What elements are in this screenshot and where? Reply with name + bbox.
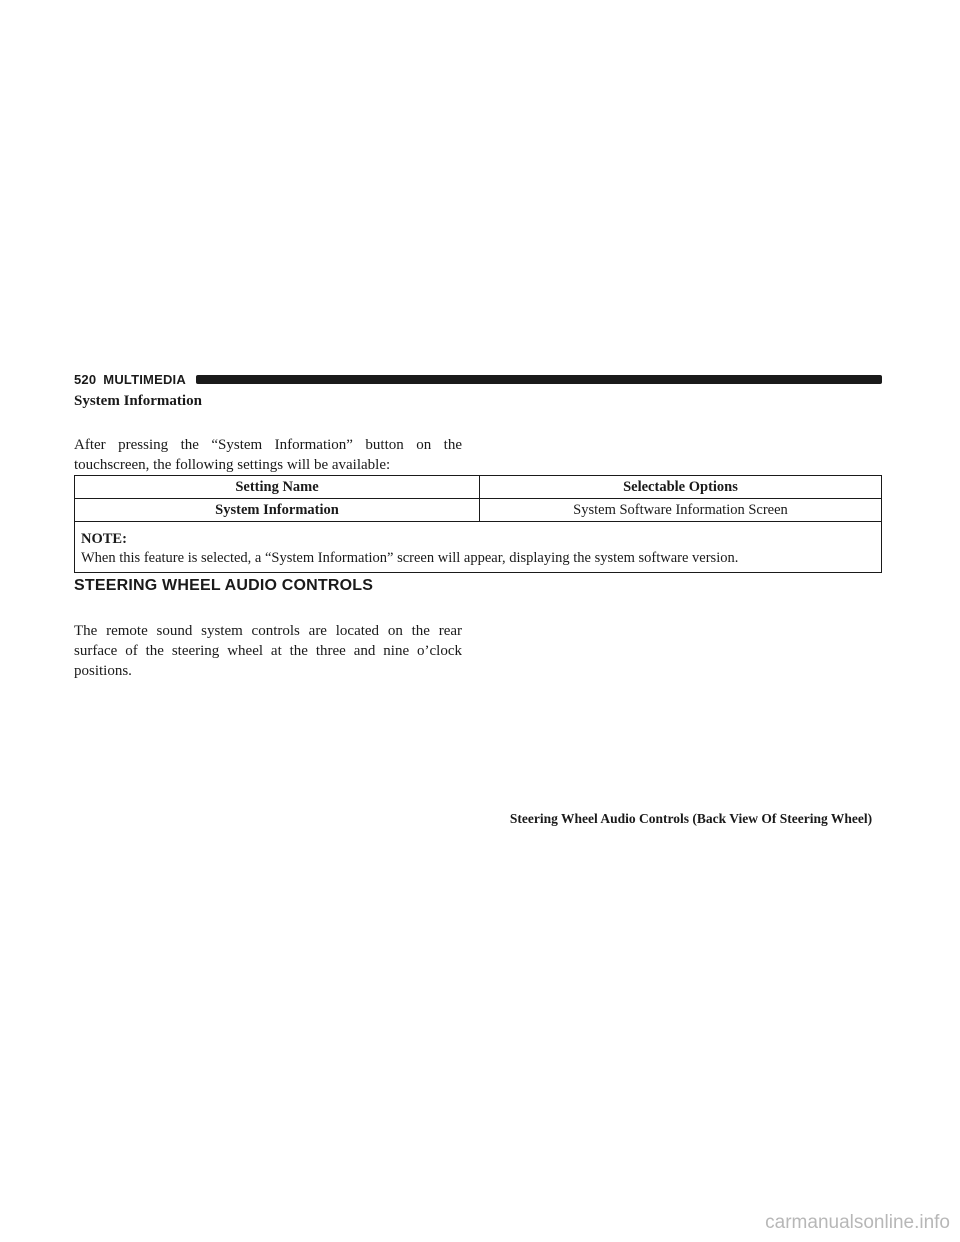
system-information-heading: System Information <box>74 393 202 409</box>
watermark: carmanualsonline.info <box>765 1212 950 1233</box>
figure-caption: Steering Wheel Audio Controls (Back View Of Steering Wheel) <box>509 811 873 826</box>
column-header-setting-name: Setting Name <box>75 476 480 499</box>
steering-wheel-body: The remote sound system controls are located on the rear surface of the steering wheel at the three and nine o’clock positions. <box>74 623 462 679</box>
table-cell-option: System Software Information Screen <box>480 499 882 522</box>
table-header-row <box>75 476 882 499</box>
page-number: 520 <box>74 371 97 387</box>
figure-placeholder <box>500 600 882 800</box>
steering-wheel-heading: STEERING WHEEL AUDIO CONTROLS <box>74 577 374 594</box>
section-title: MULTIMEDIA <box>103 371 186 387</box>
table-note-cell <box>75 522 882 573</box>
system-information-intro: After pressing the “System Information” button on the touchscreen, the following settings will be available: <box>74 437 462 473</box>
header-rule <box>196 375 882 384</box>
settings-table <box>74 475 882 573</box>
page-header <box>74 371 882 387</box>
table-note-row <box>75 522 882 573</box>
note-label: NOTE: <box>81 531 127 547</box>
table-row <box>75 499 882 522</box>
note-text: When this feature is selected, a “System Information” screen will appear, displaying the system software version. <box>81 550 739 566</box>
table-cell-setting: System Information <box>75 499 480 522</box>
column-header-selectable-options: Selectable Options <box>480 476 882 499</box>
